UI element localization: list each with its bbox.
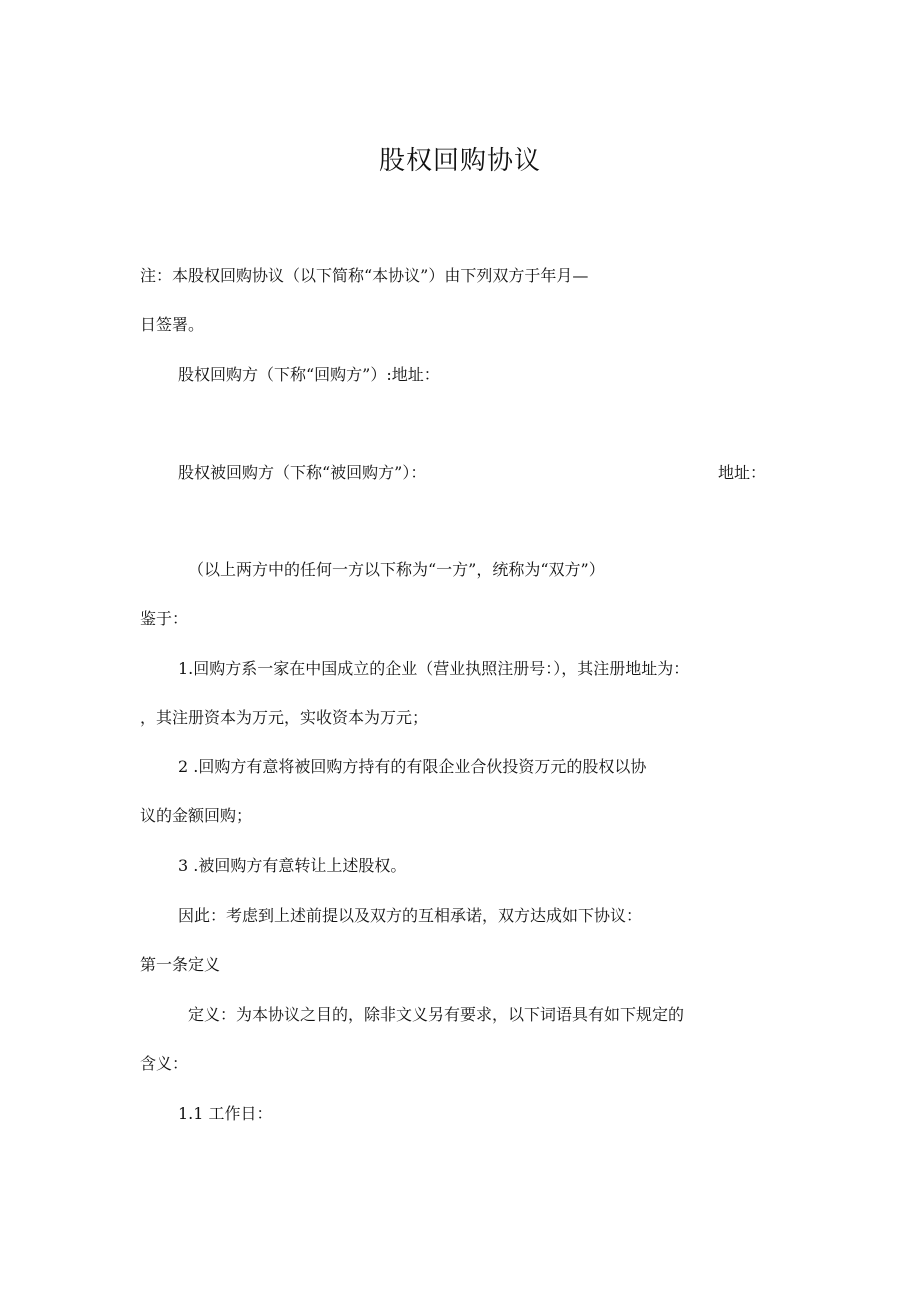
article-1-heading: 第一条定义 — [140, 955, 221, 974]
recital-item-2-continued: 议的金额回购； — [140, 806, 253, 825]
intro-note-continued: 日签署。 — [140, 315, 205, 334]
document-title: 股权回购协议 — [378, 146, 541, 176]
definition-clause: 定义：为本协议之目的，除非文义另有要求，以下词语具有如下规定的 — [188, 1005, 685, 1024]
seller-address-label: 地址： — [718, 463, 767, 482]
buyer-party-line: 股权回购方（下称“回购方”）:地址： — [178, 365, 440, 384]
seller-party-line: 股权被回购方（下称“被回购方”）： — [178, 463, 427, 482]
recital-item-1-continued: ，其注册资本为万元，实收资本为万元； — [140, 708, 429, 727]
therefore-clause: 因此：考虑到上述前提以及双方的互相承诺，双方达成如下协议： — [178, 906, 643, 925]
definition-clause-continued: 含义： — [140, 1054, 189, 1073]
recital-item-3: 3 .被回购方有意转让上述股权。 — [178, 856, 407, 875]
definition-item-1-1: 1.1 工作日： — [178, 1104, 273, 1123]
recital-item-2: 2 .回购方有意将被回购方持有的有限企业合伙投资万元的股权以协 — [178, 757, 647, 776]
recital-item-1: 1.回购方系一家在中国成立的企业（营业执照注册号：），其注册地址为： — [178, 659, 690, 678]
parties-note: （以上两方中的任何一方以下称为“一方”，统称为“双方”） — [188, 560, 605, 579]
whereas-heading: 鉴于： — [140, 609, 189, 628]
intro-note: 注：本股权回购协议（以下简称“本协议”）由下列双方于年月— — [140, 266, 589, 285]
